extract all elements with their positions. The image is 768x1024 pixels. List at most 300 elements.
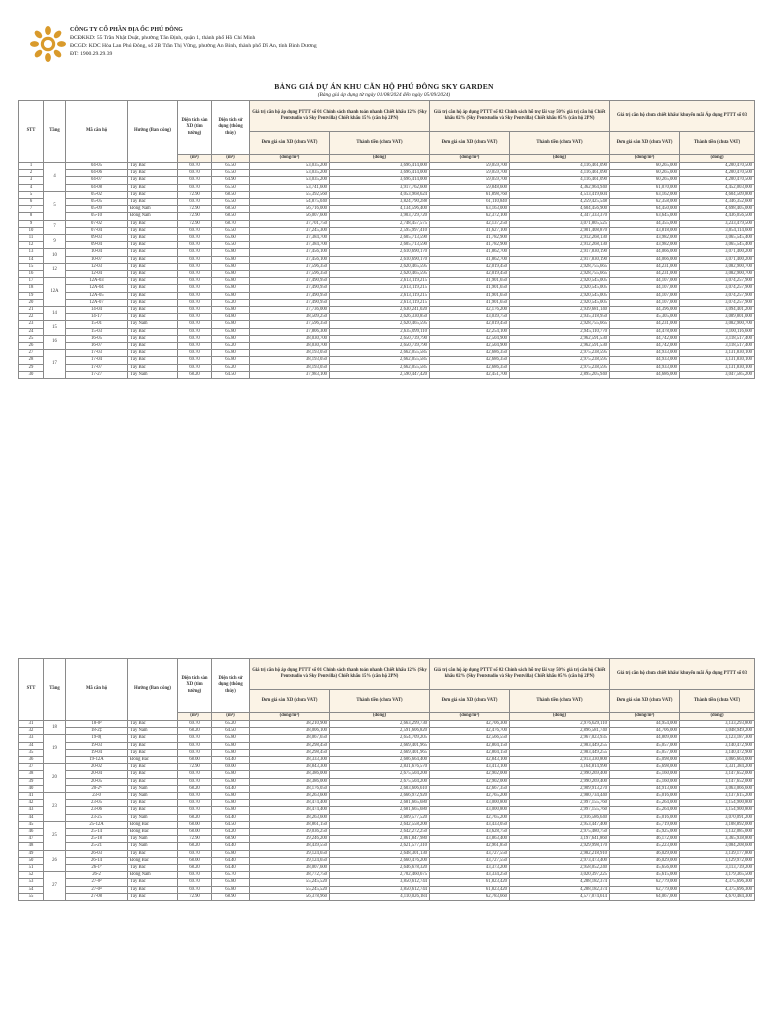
cell-plan1-unit-price: 38,843,300 <box>250 764 330 771</box>
table-row <box>19 343 755 350</box>
cell-plan1-unit-price: 38,474,400 <box>250 807 330 814</box>
cell-net-area: 65.80 <box>212 335 250 342</box>
header-total: Thành tiền (chưa VAT) <box>680 690 755 713</box>
cell-plan3-total: 3,108,892,000 <box>680 821 755 828</box>
cell-plan3-total: 3,082,900,700 <box>680 321 755 328</box>
table-row <box>19 371 755 378</box>
cell-stt: 23 <box>19 321 44 328</box>
cell-net-area: 65.50 <box>212 170 250 177</box>
cell-net-area: 65.80 <box>212 278 250 285</box>
cell-stt: 8 <box>19 213 44 220</box>
cell-net-area: 65.80 <box>212 879 250 886</box>
cell-plan3-unit-price: 60,265,000 <box>610 163 680 170</box>
cell-floor: 9 <box>44 235 66 249</box>
cell-plan3-unit-price: 46,029,000 <box>610 857 680 864</box>
cell-plan1-unit-price: 38,176,050 <box>250 785 330 792</box>
cell-direction: Tây Bắc <box>128 735 178 742</box>
cell-unit-code: 15-01 <box>66 321 128 328</box>
cell-plan2-total: 4,347,333,370 <box>510 213 610 220</box>
cell-unit-code: 12A-03 <box>66 278 128 285</box>
cell-direction: Đông Nam <box>128 872 178 879</box>
cell-plan2-unit-price: 41,627,100 <box>430 227 510 234</box>
cell-plan2-total: 2,962,591,530 <box>510 343 610 350</box>
cell-plan2-unit-price: 59,848,600 <box>430 184 510 191</box>
cell-unit-code: 15-03 <box>66 328 128 335</box>
cell-plan1-unit-price: 38,298,450 <box>250 749 330 756</box>
cell-direction: Tây Bắc <box>128 184 178 191</box>
cell-plan3-unit-price: 44,706,000 <box>610 728 680 735</box>
header-net-area: Diện tích sử dụng (thông thủy) <box>212 659 250 713</box>
cell-plan1-total: 2,613,119,215 <box>330 278 430 285</box>
cell-plan1-unit-price: 37,384,700 <box>250 242 330 249</box>
header-unit-price: Đơn giá sàn XD (chưa VAT) <box>250 132 330 155</box>
cell-direction: Tây Bắc <box>128 865 178 872</box>
cell-stt: 18 <box>19 285 44 292</box>
company-address: ĐCĐKKD: 55 Trần Nhật Duật, phường Tân Định, quận 1, thành phố Hồ Chí Minh <box>70 35 256 41</box>
cell-unit-code: 16-05 <box>66 335 128 342</box>
cell-plan2-unit-price: 42,765,200 <box>430 814 510 821</box>
cell-plan1-total: 2,662,055,585 <box>330 364 430 371</box>
cell-unit-code: 16-07 <box>66 343 128 350</box>
cell-unit-code: 25-12A <box>66 821 128 828</box>
cell-direction: Tây Bắc <box>128 177 178 184</box>
cell-plan3-unit-price: 45,160,000 <box>610 771 680 778</box>
cell-plan1-unit-price: 37,806,300 <box>250 328 330 335</box>
company-phone: ĐT: 1900.29.29.39 <box>70 51 113 57</box>
cell-plan3-unit-price: 44,396,000 <box>610 307 680 314</box>
cell-stt: 24 <box>19 328 44 335</box>
table-row <box>19 843 755 850</box>
cell-unit-code: 19-12A <box>66 757 128 764</box>
cell-plan1-total: 2,646,678,320 <box>330 865 430 872</box>
cell-gross-area: 69.70 <box>178 184 212 191</box>
cell-plan1-total: 3,917,762,600 <box>330 184 430 191</box>
cell-direction: Tây Bắc <box>128 364 178 371</box>
cell-unit-code: 27-08 <box>66 893 128 900</box>
cell-plan2-unit-price: 42,843,100 <box>430 757 510 764</box>
cell-plan1-total: 2,675,504,200 <box>330 778 430 785</box>
cell-plan3-unit-price: 43,982,000 <box>610 235 680 242</box>
cell-unit-code: 23-05 <box>66 800 128 807</box>
cell-plan1-total: 2,606,664,400 <box>330 757 430 764</box>
cell-plan3-total: 3,139,177,800 <box>680 850 755 857</box>
cell-unit-code: 05-02 <box>66 191 128 198</box>
table-row <box>19 199 755 206</box>
cell-plan2-total: 4,513,419,604 <box>510 191 610 198</box>
cell-stt: 39 <box>19 778 44 785</box>
cell-plan1-unit-price: 37,596,350 <box>250 321 330 328</box>
cell-plan3-unit-price: 44,107,000 <box>610 278 680 285</box>
cell-plan2-total: 2,912,268,130 <box>510 235 610 242</box>
price-table-2 <box>18 658 755 901</box>
cell-plan2-total: 4,116,461,090 <box>510 170 610 177</box>
cell-plan1-total: 2,660,476,200 <box>330 857 430 864</box>
cell-unit-code: 27-0² <box>66 879 128 886</box>
cell-plan1-total: 2,605,713,590 <box>330 242 430 249</box>
cell-plan1-unit-price: 38,263,600 <box>250 814 330 821</box>
cell-gross-area: 72.90 <box>178 836 212 843</box>
table-row <box>19 177 755 184</box>
header-unit-price: Đơn giá sàn XD (chưa VAT) <box>430 132 510 155</box>
cell-plan1-unit-price: 37,736,000 <box>250 307 330 314</box>
cell-unit-code: 25-21 <box>66 843 128 850</box>
cell-plan2-total: 2,917,830,190 <box>510 249 610 256</box>
cell-plan1-unit-price: 38,474,400 <box>250 800 330 807</box>
cell-plan1-total: 2,609,577,520 <box>330 814 430 821</box>
table-row <box>19 836 755 843</box>
header-unit-price: Đơn giá sàn XD (chưa VAT) <box>610 690 680 713</box>
cell-gross-area: 69.70 <box>178 350 212 357</box>
cell-plan2-unit-price: 42,019,450 <box>430 271 510 278</box>
table-row <box>19 307 755 314</box>
cell-gross-area: 69.70 <box>178 256 212 263</box>
cell-stt: 48 <box>19 843 44 850</box>
cell-net-area: 65.80 <box>212 807 250 814</box>
cell-stt: 1 <box>19 163 44 170</box>
cell-gross-area: 69.70 <box>178 357 212 364</box>
cell-plan2-total: 2,928,755,665 <box>510 321 610 328</box>
cell-plan1-total: 2,595,997,410 <box>330 227 430 234</box>
cell-net-area: 65.70 <box>212 872 250 879</box>
cell-plan1-unit-price: 55,245,520 <box>250 879 330 886</box>
cell-direction: Đông Nam <box>128 213 178 220</box>
cell-net-area: 65.80 <box>212 778 250 785</box>
cell-unit-code: 20-2⁵ <box>66 785 128 792</box>
cell-direction: Tây Bắc <box>128 335 178 342</box>
table-row <box>19 271 755 278</box>
cell-plan3-unit-price: 44,107,000 <box>610 299 680 306</box>
cell-unit-code: 04-07 <box>66 177 128 184</box>
cell-unit-code: 05-10 <box>66 213 128 220</box>
table-row <box>19 728 755 735</box>
cell-stt: 2 <box>19 170 44 177</box>
cell-plan3-unit-price: 46,172,000 <box>610 836 680 843</box>
header-gross-area: Diện tích sàn XD (tim tường) <box>178 101 212 155</box>
cell-net-area: 65.80 <box>212 249 250 256</box>
cell-direction: Tây Bắc <box>128 357 178 364</box>
cell-net-area: 64.50 <box>212 821 250 828</box>
cell-unit-code: 19-0( <box>66 735 128 742</box>
cell-plan3-total: 4,200,470,500 <box>680 163 755 170</box>
cell-net-area: 65.20 <box>212 364 250 371</box>
cell-direction: Tây Bắc <box>128 307 178 314</box>
cell-stt: 7 <box>19 206 44 213</box>
cell-plan1-total: 2,650,739,790 <box>330 343 430 350</box>
cell-plan2-total: 2,912,268,130 <box>510 242 610 249</box>
cell-unit-code: 26-03 <box>66 850 128 857</box>
cell-plan2-unit-price: 43,373,200 <box>430 865 510 872</box>
cell-stt: 50 <box>19 857 44 864</box>
cell-plan3-unit-price: 44,913,000 <box>610 785 680 792</box>
cell-stt: 43 <box>19 807 44 814</box>
cell-plan2-unit-price: 43,039,750 <box>430 314 510 321</box>
cell-unit-code: 12A-07 <box>66 299 128 306</box>
cell-plan1-total: 3,850,612,744 <box>330 886 430 893</box>
cell-gross-area: 69.70 <box>178 177 212 184</box>
cell-plan3-unit-price: 45,016,000 <box>610 814 680 821</box>
cell-unit-code: 12A-05 <box>66 292 128 299</box>
cell-plan3-total: 3,070,091,200 <box>680 814 755 821</box>
cell-net-area: 68.50 <box>212 213 250 220</box>
cell-gross-area: 69.70 <box>178 850 212 857</box>
cell-gross-area: 69.70 <box>178 778 212 785</box>
cell-unit-code: 25-14 <box>66 829 128 836</box>
cell-plan3-unit-price: 44,231,000 <box>610 263 680 270</box>
cell-net-area: 65.50 <box>212 163 250 170</box>
cell-stt: 37 <box>19 764 44 771</box>
cell-plan3-total: 3,140,472,900 <box>680 742 755 749</box>
table-row <box>19 184 755 191</box>
table-row <box>19 278 755 285</box>
cell-plan3-total: 3,129,972,000 <box>680 857 755 864</box>
cell-net-area: 68.70 <box>212 220 250 227</box>
cell-plan3-unit-price: 63,162,000 <box>610 191 680 198</box>
cell-plan3-total: 3,074,257,900 <box>680 278 755 285</box>
cell-plan1-total: 2,675,504,200 <box>330 771 430 778</box>
cell-plan1-total: 2,630,241,020 <box>330 307 430 314</box>
header-net-area: Diện tích sử dụng (thông thủy) <box>212 101 250 155</box>
document-title: BẢNG GIÁ DỰ ÁN KHU CĂN HỘ PHÚ ĐÔNG SKY GARDEN <box>274 82 494 91</box>
cell-plan2-unit-price: 42,804,150 <box>430 749 510 756</box>
cell-stt: 42 <box>19 800 44 807</box>
cell-direction: Tây Nam <box>128 785 178 792</box>
cell-plan2-total: 2,895,205,940 <box>510 371 610 378</box>
cell-plan2-total: 3,164,814,990 <box>510 764 610 771</box>
cell-plan2-total: 2,973,473,400 <box>510 857 610 864</box>
table-row <box>19 793 755 800</box>
cell-direction: Tây Bắc <box>128 343 178 350</box>
header-plan-3: Giá trị căn hộ chưa chiết khấu/ khuyến mãi Áp dụng PTTT số 03 <box>610 659 755 690</box>
cell-plan3-unit-price: 44,686,000 <box>610 371 680 378</box>
cell-plan1-total: 2,662,055,585 <box>330 350 430 357</box>
cell-plan2-total: 2,916,586,640 <box>510 814 610 821</box>
cell-gross-area: 69.70 <box>178 199 212 206</box>
cell-stt: 44 <box>19 814 44 821</box>
cell-plan2-total: 2,976,629,110 <box>510 721 610 728</box>
cell-direction: Tây Bắc <box>128 749 178 756</box>
cell-plan3-total: 3,133,293,800 <box>680 721 755 728</box>
cell-net-area: 64.40 <box>212 843 250 850</box>
cell-plan2-total: 4,577,074,614 <box>510 893 610 900</box>
cell-stt: 14 <box>19 256 44 263</box>
cell-plan3-total: 3,137,615,200 <box>680 793 755 800</box>
cell-plan3-unit-price: 43,818,000 <box>610 227 680 234</box>
cell-unit-code: 26-14 <box>66 857 128 864</box>
cell-plan3-unit-price: 44,742,000 <box>610 343 680 350</box>
cell-unit-code: 17-07 <box>66 364 128 371</box>
cell-plan3-total: 3,154,900,800 <box>680 807 755 814</box>
cell-plan1-unit-price: 38,509,250 <box>250 314 330 321</box>
cell-plan2-unit-price: 42,686,350 <box>430 364 510 371</box>
cell-stt: 26 <box>19 343 44 350</box>
table-row <box>19 742 755 749</box>
cell-gross-area: 69.70 <box>178 249 212 256</box>
cell-plan2-total: 4,362,964,940 <box>510 184 610 191</box>
unit-dong: (đồng) <box>330 713 430 721</box>
cell-gross-area: 69.70 <box>178 263 212 270</box>
cell-plan3-total: 4,346,352,600 <box>680 199 755 206</box>
cell-plan3-total: 3,074,257,900 <box>680 285 755 292</box>
header-total: Thành tiền (chưa VAT) <box>330 690 430 713</box>
cell-plan3-unit-price: 45,615,000 <box>610 872 680 879</box>
cell-plan2-total: 2,935,318,950 <box>510 314 610 321</box>
cell-stt: 46 <box>19 829 44 836</box>
cell-plan2-unit-price: 41,901,650 <box>430 278 510 285</box>
cell-plan3-unit-price: 44,231,000 <box>610 321 680 328</box>
cell-stt: 11 <box>19 235 44 242</box>
cell-unit-code: 23-25 <box>66 814 128 821</box>
cell-plan1-total: 2,648,301,130 <box>330 850 430 857</box>
cell-direction: Tây Nam <box>128 793 178 800</box>
header-total: Thành tiền (chưa VAT) <box>680 132 755 155</box>
cell-stt: 54 <box>19 886 44 893</box>
cell-plan2-unit-price: 42,804,150 <box>430 742 510 749</box>
cell-plan3-total: 3,071,400,200 <box>680 249 755 256</box>
cell-net-area: 68.90 <box>212 836 250 843</box>
cell-plan3-total: 3,048,949,200 <box>680 728 755 735</box>
cell-plan1-unit-price: 37,384,700 <box>250 235 330 242</box>
cell-floor: 5 <box>44 191 66 220</box>
cell-plan2-total: 2,975,238,595 <box>510 364 610 371</box>
cell-plan1-total: 2,620,465,595 <box>330 271 430 278</box>
cell-unit-code: 17-04 <box>66 357 128 364</box>
cell-unit-code: 04-06 <box>66 170 128 177</box>
cell-net-area: 65.80 <box>212 263 250 270</box>
cell-unit-code: 12A-04 <box>66 285 128 292</box>
cell-plan3-unit-price: 44,107,000 <box>610 292 680 299</box>
header-total: Thành tiền (chưa VAT) <box>330 132 430 155</box>
cell-plan3-unit-price: 43,982,000 <box>610 242 680 249</box>
cell-plan2-unit-price: 41,901,650 <box>430 285 510 292</box>
cell-gross-area: 69.70 <box>178 800 212 807</box>
cell-gross-area: 69.70 <box>178 235 212 242</box>
cell-plan1-unit-price: 39,036,250 <box>250 829 330 836</box>
cell-plan2-unit-price: 43,000,800 <box>430 807 510 814</box>
table-row <box>19 299 755 306</box>
cell-stt: 13 <box>19 249 44 256</box>
cell-plan1-unit-price: 38,193,050 <box>250 350 330 357</box>
cell-plan3-total: 3,071,400,200 <box>680 256 755 263</box>
cell-plan3-unit-price: 45,098,000 <box>610 757 680 764</box>
cell-plan2-total: 2,928,755,665 <box>510 263 610 270</box>
cell-plan1-total: 3,903,729,720 <box>330 213 430 220</box>
cell-plan1-total: 3,824,790,288 <box>330 199 430 206</box>
table-row <box>19 886 755 893</box>
cell-plan2-unit-price: 61,898,760 <box>430 191 510 198</box>
cell-plan3-total: 4,375,696,300 <box>680 886 755 893</box>
cell-floor: 10 <box>44 249 66 263</box>
cell-gross-area: 69.70 <box>178 872 212 879</box>
price-table-1-body <box>19 163 755 379</box>
cell-plan1-total: 2,663,299,730 <box>330 721 430 728</box>
cell-gross-area: 72.90 <box>178 893 212 900</box>
cell-net-area: 65.80 <box>212 307 250 314</box>
cell-plan3-unit-price: 45,057,000 <box>610 749 680 756</box>
cell-gross-area: 68.20 <box>178 814 212 821</box>
table-row <box>19 249 755 256</box>
cell-plan1-unit-price: 37,490,950 <box>250 292 330 299</box>
cell-direction: Tây Bắc <box>128 271 178 278</box>
cell-plan3-unit-price: 46,029,000 <box>610 850 680 857</box>
cell-gross-area: 69.70 <box>178 886 212 893</box>
cell-plan1-unit-price: 38,006,100 <box>250 728 330 735</box>
cell-net-area: 65.80 <box>212 850 250 857</box>
cell-plan3-unit-price: 63,645,000 <box>610 213 680 220</box>
cell-net-area: 64.80 <box>212 314 250 321</box>
cell-net-area: 65.80 <box>212 285 250 292</box>
cell-plan1-total: 2,669,401,965 <box>330 749 430 756</box>
cell-direction: Tây Nam <box>128 843 178 850</box>
cell-stt: 40 <box>19 785 44 792</box>
cell-plan3-total: 3,082,900,700 <box>680 271 755 278</box>
cell-stt: 22 <box>19 314 44 321</box>
cell-direction: Đông Bắc <box>128 829 178 836</box>
cell-plan2-total: 4,288,182,374 <box>510 886 610 893</box>
cell-plan1-unit-price: 53,741,600 <box>250 184 330 191</box>
cell-plan1-total: 2,681,665,680 <box>330 807 430 814</box>
cell-plan1-unit-price: 38,439,550 <box>250 843 330 850</box>
cell-direction: Tây Bắc <box>128 328 178 335</box>
cell-plan1-total: 2,610,690,170 <box>330 249 430 256</box>
cell-gross-area: 69.70 <box>178 314 212 321</box>
unit-m2: (m²) <box>212 713 250 721</box>
cell-direction: Tây Bắc <box>128 249 178 256</box>
cell-stt: 41 <box>19 793 44 800</box>
unit-dong-per-m2: (đồng/m²) <box>250 713 330 721</box>
cell-unit-code: 07-02 <box>66 220 128 227</box>
cell-unit-code: 19-04 <box>66 749 128 756</box>
cell-gross-area: 69.70 <box>178 742 212 749</box>
cell-plan3-unit-price: 45,264,000 <box>610 807 680 814</box>
cell-plan2-total: 4,604,456,900 <box>510 206 610 213</box>
cell-net-area: 65.80 <box>212 292 250 299</box>
cell-plan3-total: 3,089,801,000 <box>680 314 755 321</box>
cell-plan3-unit-price: 44,954,000 <box>610 721 680 728</box>
cell-plan3-total: 3,131,830,100 <box>680 357 755 364</box>
cell-gross-area: 69.70 <box>178 271 212 278</box>
cell-plan1-total: 2,613,119,215 <box>330 292 430 299</box>
cell-stt: 35 <box>19 749 44 756</box>
cell-stt: 38 <box>19 771 44 778</box>
cell-plan2-unit-price: 42,902,000 <box>430 771 510 778</box>
cell-plan1-total: 2,669,401,965 <box>330 742 430 749</box>
table-row <box>19 292 755 299</box>
price-table-2-body <box>19 721 755 901</box>
cell-plan2-total: 2,990,269,400 <box>510 771 610 778</box>
cell-plan3-unit-price: 62,358,000 <box>610 199 680 206</box>
cell-plan1-unit-price: 38,210,900 <box>250 721 330 728</box>
table-row <box>19 764 755 771</box>
cell-plan1-total: 2,613,119,215 <box>330 285 430 292</box>
cell-stt: 52 <box>19 872 44 879</box>
cell-stt: 36 <box>19 757 44 764</box>
cell-gross-area: 72.90 <box>178 220 212 227</box>
cell-floor: 12 <box>44 263 66 277</box>
cell-direction: Tây Nam <box>128 836 178 843</box>
cell-floor: 4 <box>44 163 66 192</box>
cell-unit-code: 05-09 <box>66 206 128 213</box>
cell-plan3-total: 3,082,900,700 <box>680 263 755 270</box>
cell-plan2-unit-price: 43,727,550 <box>430 850 510 857</box>
company-logo-icon <box>30 26 66 62</box>
header-plan-1: Giá trị căn hộ áp dụng PTTT số 01 Chính sách thanh toán nhanh Chiết khấu 12% (Sky Pentstudio và Sky Pentvilla) Chiết khấu 15% (căn hộ 2PN) <box>250 101 430 132</box>
cell-gross-area: 68.20 <box>178 785 212 792</box>
cell-plan1-total: 4,053,968,624 <box>330 191 430 198</box>
cell-plan3-total: 4,375,696,300 <box>680 879 755 886</box>
cell-stt: 4 <box>19 184 44 191</box>
cell-plan1-total: 2,654,709,205 <box>330 735 430 742</box>
cell-direction: Tây Bắc <box>128 285 178 292</box>
